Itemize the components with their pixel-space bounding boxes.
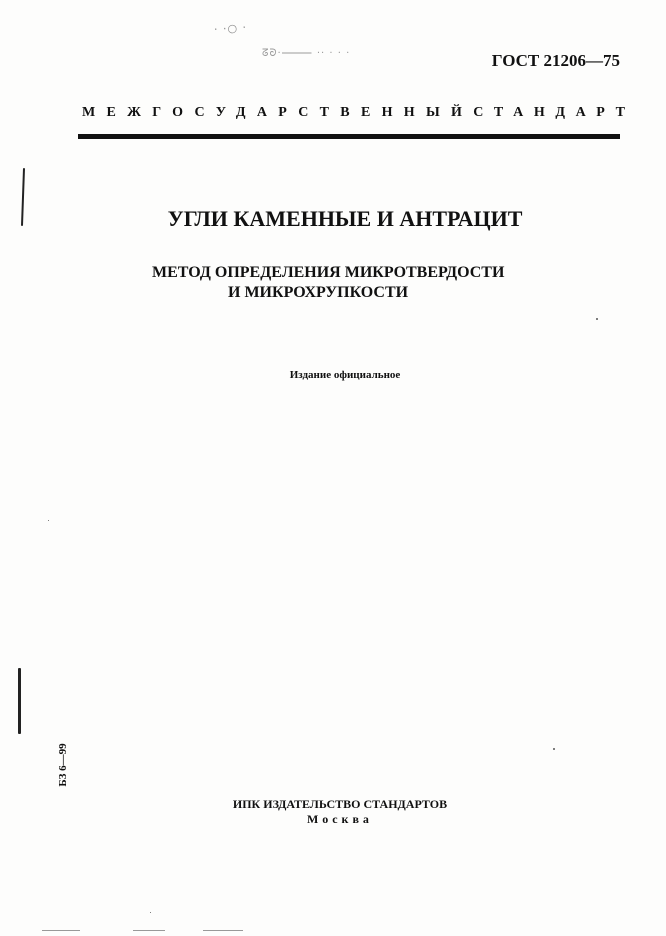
document-title: УГЛИ КАМЕННЫЕ И АНТРАЦИТ: [167, 206, 523, 231]
publisher-block: [0, 797, 666, 827]
speck: [596, 318, 598, 320]
scan-edge: [133, 930, 165, 931]
standard-type-word: СТАНДАРТ: [473, 105, 636, 120]
publisher-city: Москва: [307, 812, 373, 826]
header-rule: [78, 134, 620, 139]
scan-edge: [42, 930, 80, 931]
edition-note: Издание официальное: [289, 369, 401, 381]
speck: [48, 520, 49, 521]
subtitle-line: И МИКРОХРУПКОСТИ: [228, 284, 409, 301]
scan-edge: [203, 930, 243, 931]
handwritten-mark: ᘔᘐ·⸻ ·· · · ·: [262, 48, 351, 59]
subtitle-line: МЕТОД ОПРЕДЕЛЕНИЯ МИКРОТВЕРДОСТИ: [152, 264, 505, 281]
standard-type-heading: [82, 105, 636, 121]
handwritten-mark: · ·○ ·: [213, 20, 248, 37]
side-code: БЗ 6—99: [57, 743, 69, 787]
gost-number: ГОСТ 21206—75: [491, 51, 620, 70]
standard-type-word: МЕЖГОСУДАРСТВЕННЫЙ: [82, 105, 474, 120]
publisher-name: ИПК ИЗДАТЕЛЬСТВО СТАНДАРТОВ: [232, 797, 448, 811]
binding-mark: [18, 668, 21, 734]
speck: [150, 912, 151, 913]
speck: [553, 748, 555, 750]
document-subtitle: [152, 263, 504, 303]
